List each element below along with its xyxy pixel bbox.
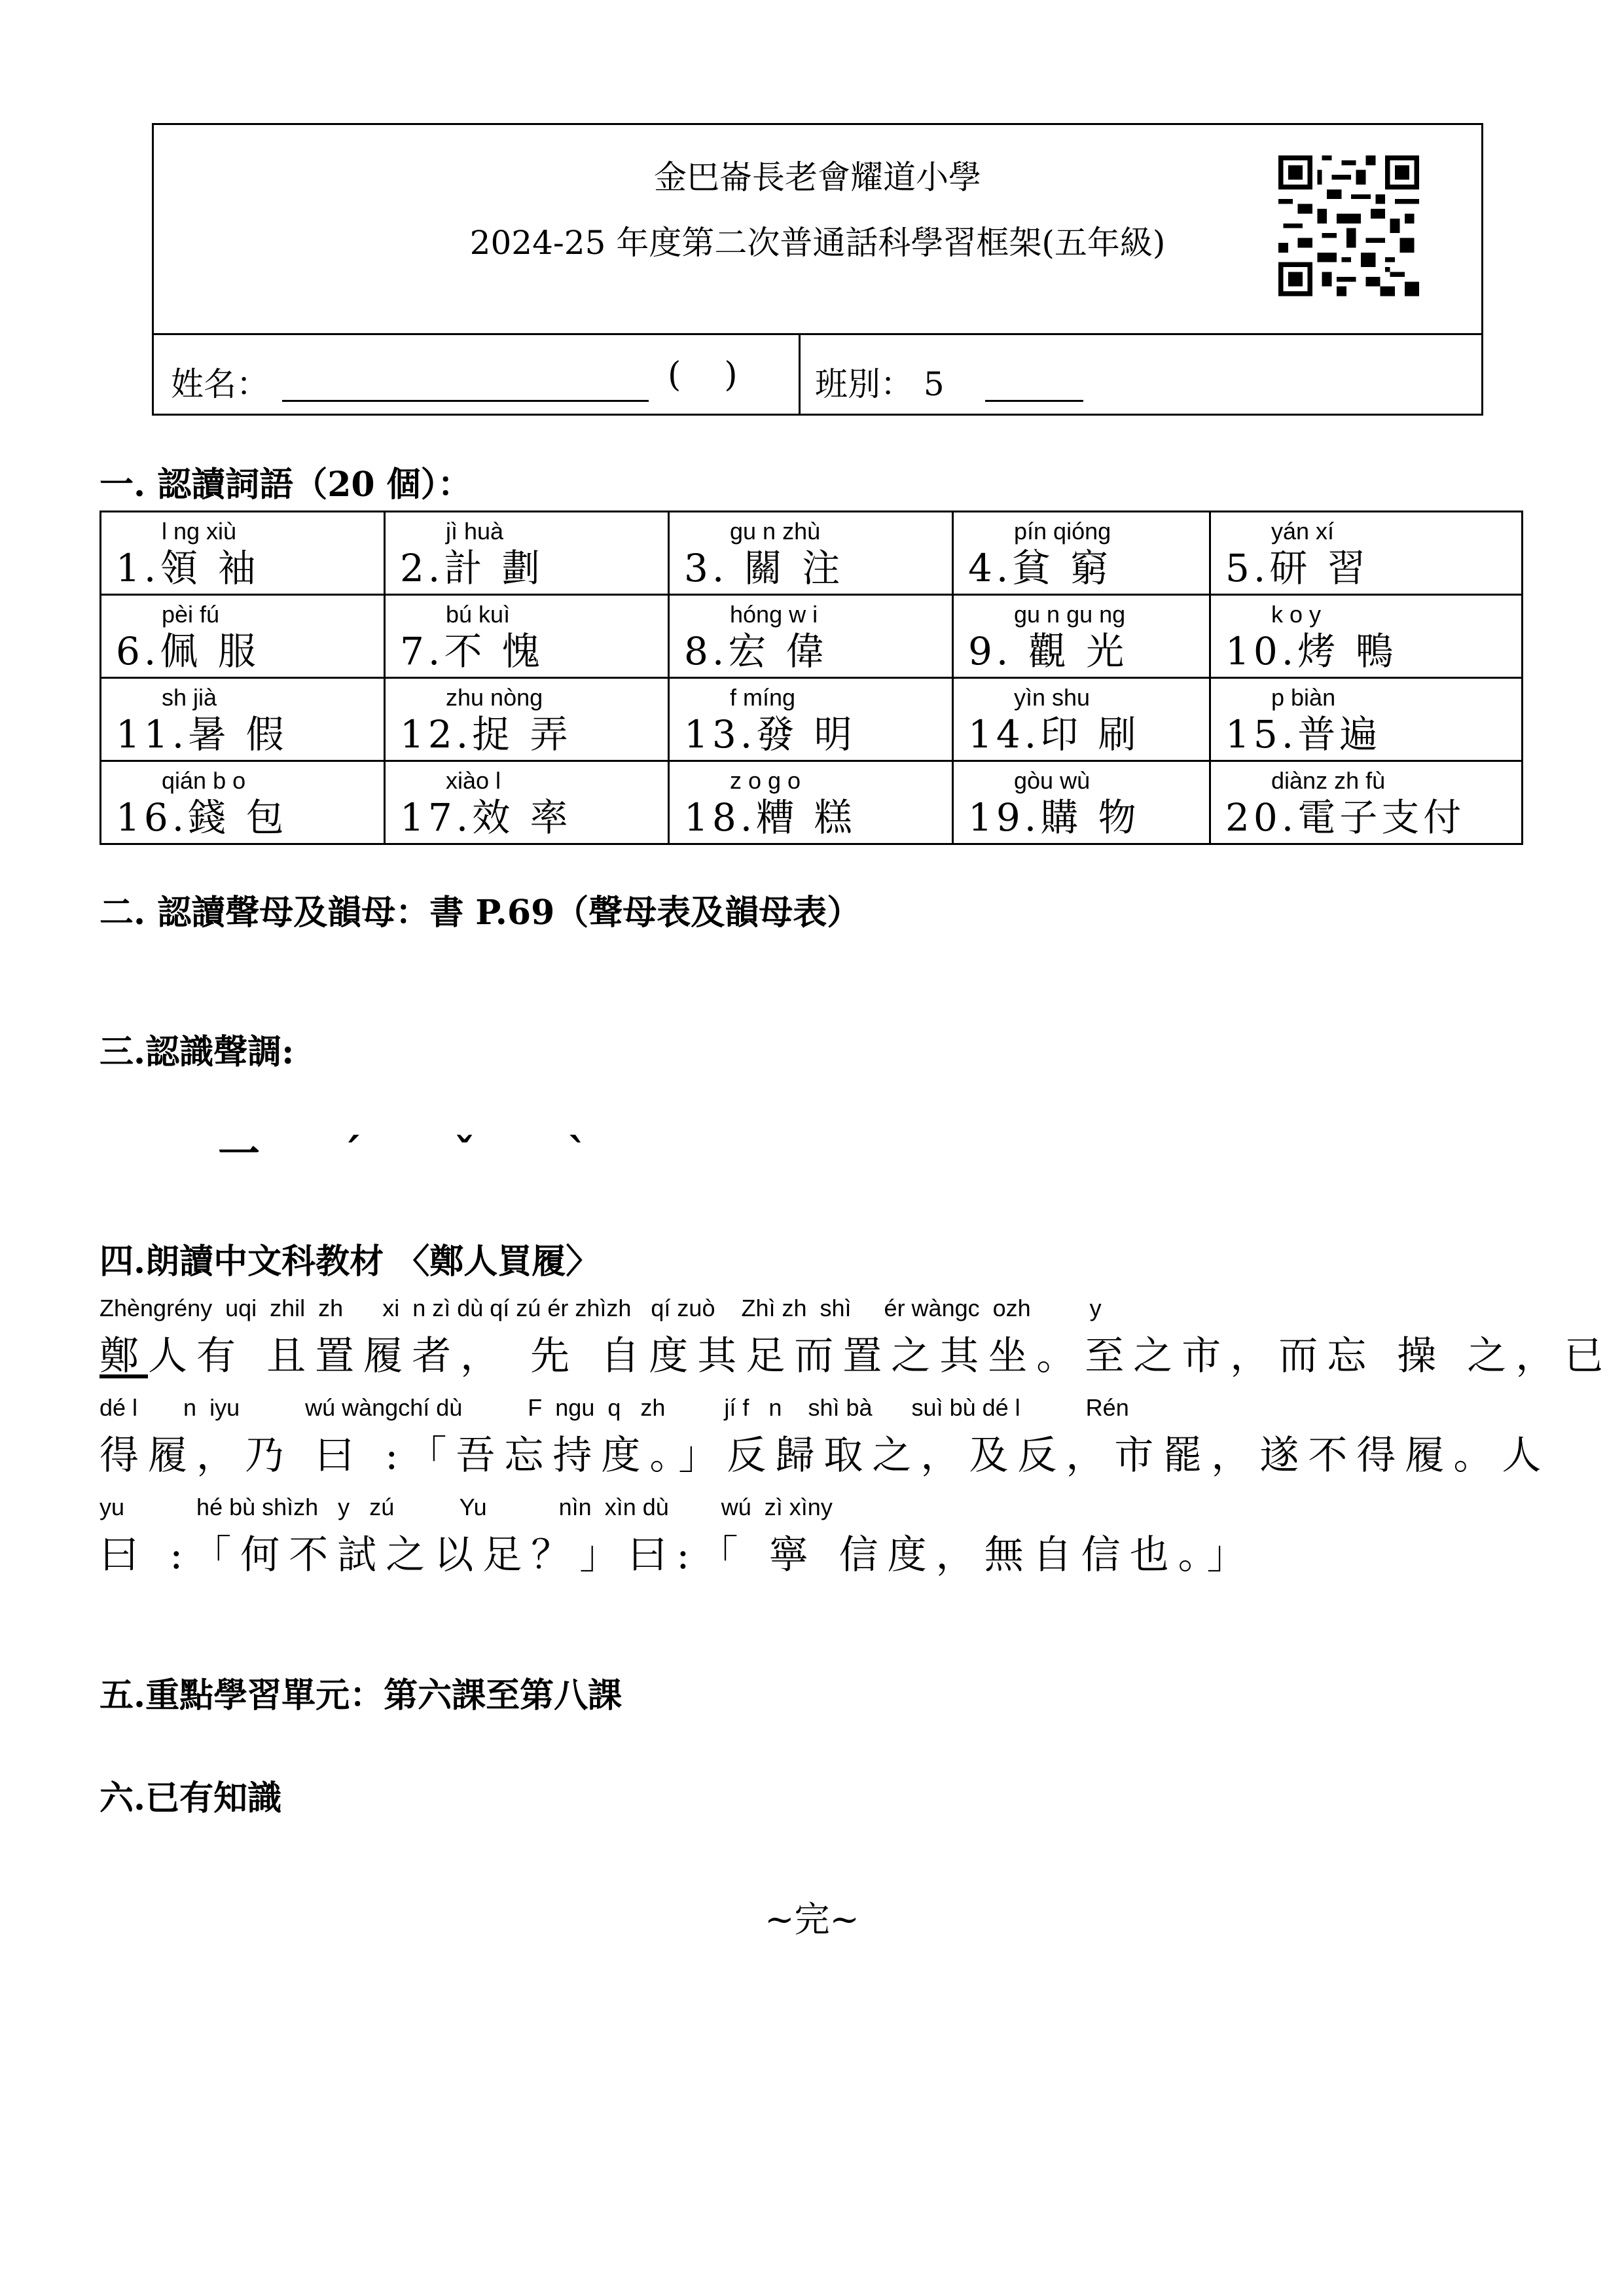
end-mark: ~完~ (765, 1899, 859, 1940)
vocab-cell (101, 678, 385, 761)
header-top (154, 125, 1481, 335)
class-number-bracket[interactable]: ( ) (668, 355, 738, 395)
vocab-word: 12.捉 弄 (400, 712, 572, 757)
section-4-title: 四.朗讀中文科教材 〈鄭人買履〉 (99, 1242, 600, 1282)
vocab-word: 20.電子支付 (1225, 795, 1466, 840)
vocab-cell (385, 761, 669, 844)
vocab-cell (1210, 512, 1523, 595)
vocab-pinyin: hóng w i (730, 601, 818, 628)
vocab-pinyin: gòu wù (1014, 767, 1091, 794)
vocab-cell (669, 512, 953, 595)
vocab-word: 5.研 習 (1225, 546, 1369, 590)
vocab-word: 4.貧 窮 (968, 546, 1112, 590)
class-label: 班別： 5 (815, 365, 945, 403)
vocab-cell (1210, 595, 1523, 678)
header-bottom (154, 333, 1481, 414)
vocab-pinyin: qián b o (162, 767, 246, 794)
vocab-cell (1210, 761, 1523, 844)
tone-3-mark: ˇ (454, 1130, 475, 1179)
school-name: 金巴崙長老會耀道小學 (654, 158, 981, 196)
vocab-word: 1.領 袖 (116, 546, 260, 590)
vocab-word: 14.印 刷 (968, 712, 1140, 757)
vocab-cell (953, 678, 1210, 761)
vocab-row (101, 678, 1523, 761)
tone-4-mark: ˋ (566, 1130, 588, 1179)
vocab-cell (101, 512, 385, 595)
vocab-pinyin: pèi fú (162, 601, 220, 628)
name-cell (154, 333, 801, 414)
passage-pinyin-line-3: yu hé bù shìzh y zú Yu nìn xìn dù wú zì xìny (99, 1494, 833, 1520)
vocab-word: 6.佩 服 (116, 629, 260, 673)
vocabulary-table (99, 511, 1523, 845)
vocab-pinyin: bú kuì (446, 601, 511, 628)
vocab-word: 2.計 劃 (400, 546, 544, 590)
vocab-pinyin: gu n gu ng (1014, 601, 1126, 628)
vocab-cell (101, 595, 385, 678)
section-1-title: 一. 認讀詞語（20 個）： (99, 465, 472, 505)
vocab-cell (953, 512, 1210, 595)
vocab-word: 15.普遍 (1225, 712, 1382, 757)
vocab-cell (669, 761, 953, 844)
vocab-word: 13.發 明 (684, 712, 856, 757)
vocab-word: 9. 觀 光 (968, 629, 1128, 673)
section-3-title: 三.認識聲調: (99, 1032, 295, 1072)
vocab-row (101, 512, 1523, 595)
name-label: 姓名： (171, 365, 269, 403)
vocab-word: 19.購 物 (968, 795, 1140, 840)
vocab-word: 7.不 愧 (400, 629, 544, 673)
vocab-word: 16.錢 包 (116, 795, 288, 840)
tone-2-mark: ˊ (341, 1130, 363, 1179)
underlined-character: 鄭 (99, 1333, 148, 1379)
vocab-word: 3. 關 注 (684, 546, 844, 590)
vocab-cell (385, 678, 669, 761)
tone-1-mark: 一 (218, 1130, 260, 1179)
vocab-pinyin: z o g o (730, 767, 801, 794)
vocab-pinyin: pín qióng (1014, 518, 1111, 545)
qr-code-icon[interactable] (1278, 149, 1419, 303)
vocab-pinyin: xiào l (446, 767, 501, 794)
vocab-cell (669, 678, 953, 761)
passage-text-line-2: 得履，乃 曰 :「吾忘持度。」反歸取之，及反，市罷，遂不得履。人 (99, 1433, 1551, 1479)
header-box (152, 123, 1483, 416)
vocab-cell (385, 595, 669, 678)
vocab-cell (101, 761, 385, 844)
passage-pinyin-line-2: dé l n iyu wú wàngchí dù F ngu q zh jí f n shì bà suì bù dé l Rén (99, 1394, 1129, 1421)
vocab-pinyin: l ng xiù (162, 518, 237, 545)
vocab-pinyin: jì huà (446, 518, 504, 545)
vocab-pinyin: k o y (1271, 601, 1322, 628)
vocab-pinyin: yìn shu (1014, 684, 1091, 711)
vocab-pinyin: yán xí (1271, 518, 1335, 545)
vocab-word: 17.效 率 (400, 795, 572, 840)
section-2-title: 二. 認讀聲母及韻母：書 P.69（聲母表及韻母表） (99, 893, 861, 933)
vocab-pinyin: p biàn (1271, 684, 1336, 711)
vocab-pinyin: zhu nòng (446, 684, 543, 711)
class-input-line[interactable] (985, 400, 1083, 402)
vocab-pinyin: gu n zhù (730, 518, 821, 545)
tone-marks (190, 1121, 626, 1181)
vocab-word: 10.烤 鴨 (1225, 629, 1398, 673)
name-input-line[interactable] (282, 400, 649, 402)
passage-pinyin-line-1: Zhèngrény uqi zhil zh xi n zì dù qí zú ér zhìzh qí zuò Zhì zh shì ér wàngc ozh y (99, 1295, 1102, 1321)
vocab-pinyin: diànz zh fù (1271, 767, 1386, 794)
vocab-cell (1210, 678, 1523, 761)
vocab-row (101, 761, 1523, 844)
vocab-cell (953, 761, 1210, 844)
passage-text-line-1 (99, 1325, 1612, 1381)
vocab-cell (953, 595, 1210, 678)
section-5-title: 五.重點學習單元：第六課至第八課 (99, 1676, 623, 1715)
vocab-row (101, 595, 1523, 678)
section-6-title: 六.已有知識 (99, 1778, 282, 1818)
passage-text-line-1-rest: 人有 且置履者， 先 自度其足而置之其坐。至之市，而忘 操 之，已 (148, 1333, 1613, 1379)
vocab-cell (669, 595, 953, 678)
document-title: 2024-25 年度第二次普通話科學習框架(五年級) (469, 224, 1166, 262)
vocab-word: 11.暑 假 (116, 712, 288, 757)
vocab-cell (385, 512, 669, 595)
vocab-word: 8.宏 偉 (684, 629, 828, 673)
vocab-pinyin: sh jià (162, 684, 217, 711)
vocab-word: 18.糟 糕 (684, 795, 856, 840)
passage-text-line-3: 曰 :「何不試之以足？」曰:「 寧 信度，無自信也。」 (99, 1532, 1255, 1578)
vocab-pinyin: f míng (730, 684, 796, 711)
